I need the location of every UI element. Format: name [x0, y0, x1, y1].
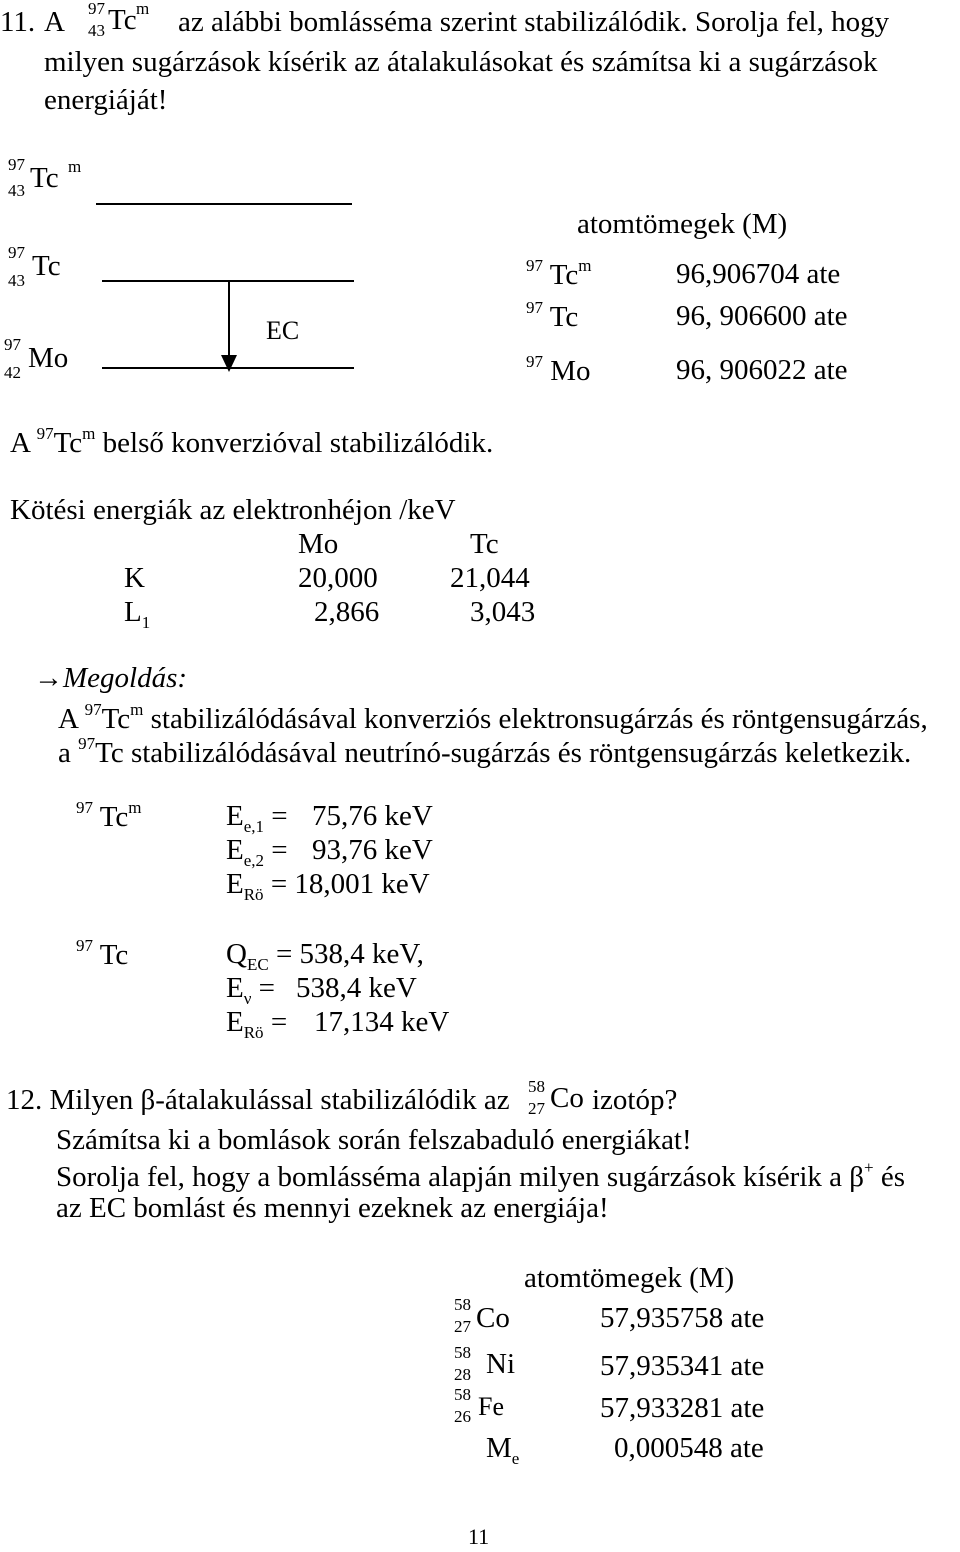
- ec-transition-line: [228, 280, 230, 356]
- energy-line: $E_\nu$ =: [226, 972, 276, 1008]
- shell-k: K: [124, 562, 145, 594]
- group2-nuclide: $^{97}$ Tc: [76, 936, 129, 971]
- masses-11-title: atomtömegek (M): [577, 208, 788, 240]
- problem-12-line3: Sorolja fel, hogy a bomlásséma alapján milyen sugárzások kísérik a β+ és: [56, 1158, 906, 1193]
- mass-value-tc97m: 96,906704 ate: [676, 258, 841, 290]
- problem-11-line2: milyen sugárzások kísérik az átalakulásokat és számítsa ki a sugárzások: [44, 46, 878, 78]
- binding-title: Kötési energiák az elektronhéjon /keV: [10, 494, 456, 526]
- energy-line: $E_{Rö}$ =: [226, 1006, 288, 1042]
- energy-line: $Q_{EC} = 538,4$ keV,: [226, 938, 424, 974]
- binding-k-mo: 20,000: [298, 562, 378, 594]
- solution-line2: a $^{97}$Tc stabilizálódásával neutrínó-sugárzás és röntgensugárzás keletkezik.: [58, 734, 912, 769]
- masses-11-row-tc97: $^{97}$ Tc: [526, 298, 579, 333]
- level-line-tc97m: [96, 203, 352, 205]
- problem-11-line1: az alábbi bomlásséma szerint stabilizálódik. Sorolja fel, hogy: [178, 6, 890, 38]
- solution-line1: A $^{97}$Tc$^m$ stabilizálódásával konverziós elektronsugárzás és röntgensugárzás,: [58, 700, 928, 735]
- masses-11-row-mo97: $^{97}$ Mo: [526, 352, 591, 387]
- masses-12-title: atomtömegek (M): [524, 1262, 735, 1294]
- mass-value-co58: 57,935758 ate: [600, 1302, 765, 1334]
- internal-conversion-note: A $^{97}$Tc$^m$ belső konverzióval stabilizálódik.: [10, 424, 494, 459]
- problem-11-line3: energiáját!: [44, 84, 168, 116]
- ec-label: EC: [266, 316, 300, 345]
- binding-header-tc: Tc: [470, 528, 499, 560]
- masses-11-row-tc97m: $^{97}$ Tc$^m$: [526, 256, 592, 291]
- article: A: [44, 6, 65, 38]
- page-number: 11: [468, 1524, 490, 1549]
- group1-nuclide: $^{97}$ Tc$^m$: [76, 798, 142, 833]
- binding-l1-tc: 3,043: [470, 596, 536, 628]
- masses-12-row-electron: $M_e$: [486, 1432, 520, 1468]
- energy-value: 17,134 keV: [314, 1006, 450, 1038]
- mass-value-fe58: 57,933281 ate: [600, 1392, 765, 1424]
- energy-line: $E_{Rö} = 18,001$ keV: [226, 868, 430, 904]
- binding-l1-mo: 2,866: [314, 596, 380, 628]
- mass-value-ni58: 57,935341 ate: [600, 1350, 765, 1382]
- binding-header-mo: Mo: [298, 528, 339, 560]
- problem-12-line2: Számítsa ki a bomlások során felszabaduló energiákat!: [56, 1124, 692, 1156]
- ec-arrow-head: [221, 355, 237, 372]
- energy-value: 93,76 keV: [312, 834, 433, 866]
- binding-k-tc: 21,044: [450, 562, 530, 594]
- problem-12-line4: az EC bomlást és mennyi ezeknek az energiája!: [56, 1192, 609, 1224]
- arrow-icon: →: [34, 662, 63, 694]
- energy-value: 538,4 keV: [296, 972, 417, 1004]
- mass-value-electron: 0,000548 ate: [614, 1432, 764, 1464]
- mass-value-mo97: 96, 906022 ate: [676, 354, 848, 386]
- mass-value-tc97: 96, 906600 ate: [676, 300, 848, 332]
- energy-value: 75,76 keV: [312, 800, 433, 832]
- problem-number: 11.: [0, 6, 36, 38]
- energy-line: $E_{e,1}$ =: [226, 800, 288, 836]
- solution-heading: →Megoldás:: [34, 662, 188, 694]
- energy-line: $E_{e,2}$ =: [226, 834, 288, 870]
- problem-12-line1: 12. Milyen β-átalakulással stabilizálódik az: [6, 1084, 510, 1116]
- shell-l1: $L_1$: [124, 596, 151, 632]
- problem-12-isotope: izotóp?: [592, 1084, 678, 1116]
